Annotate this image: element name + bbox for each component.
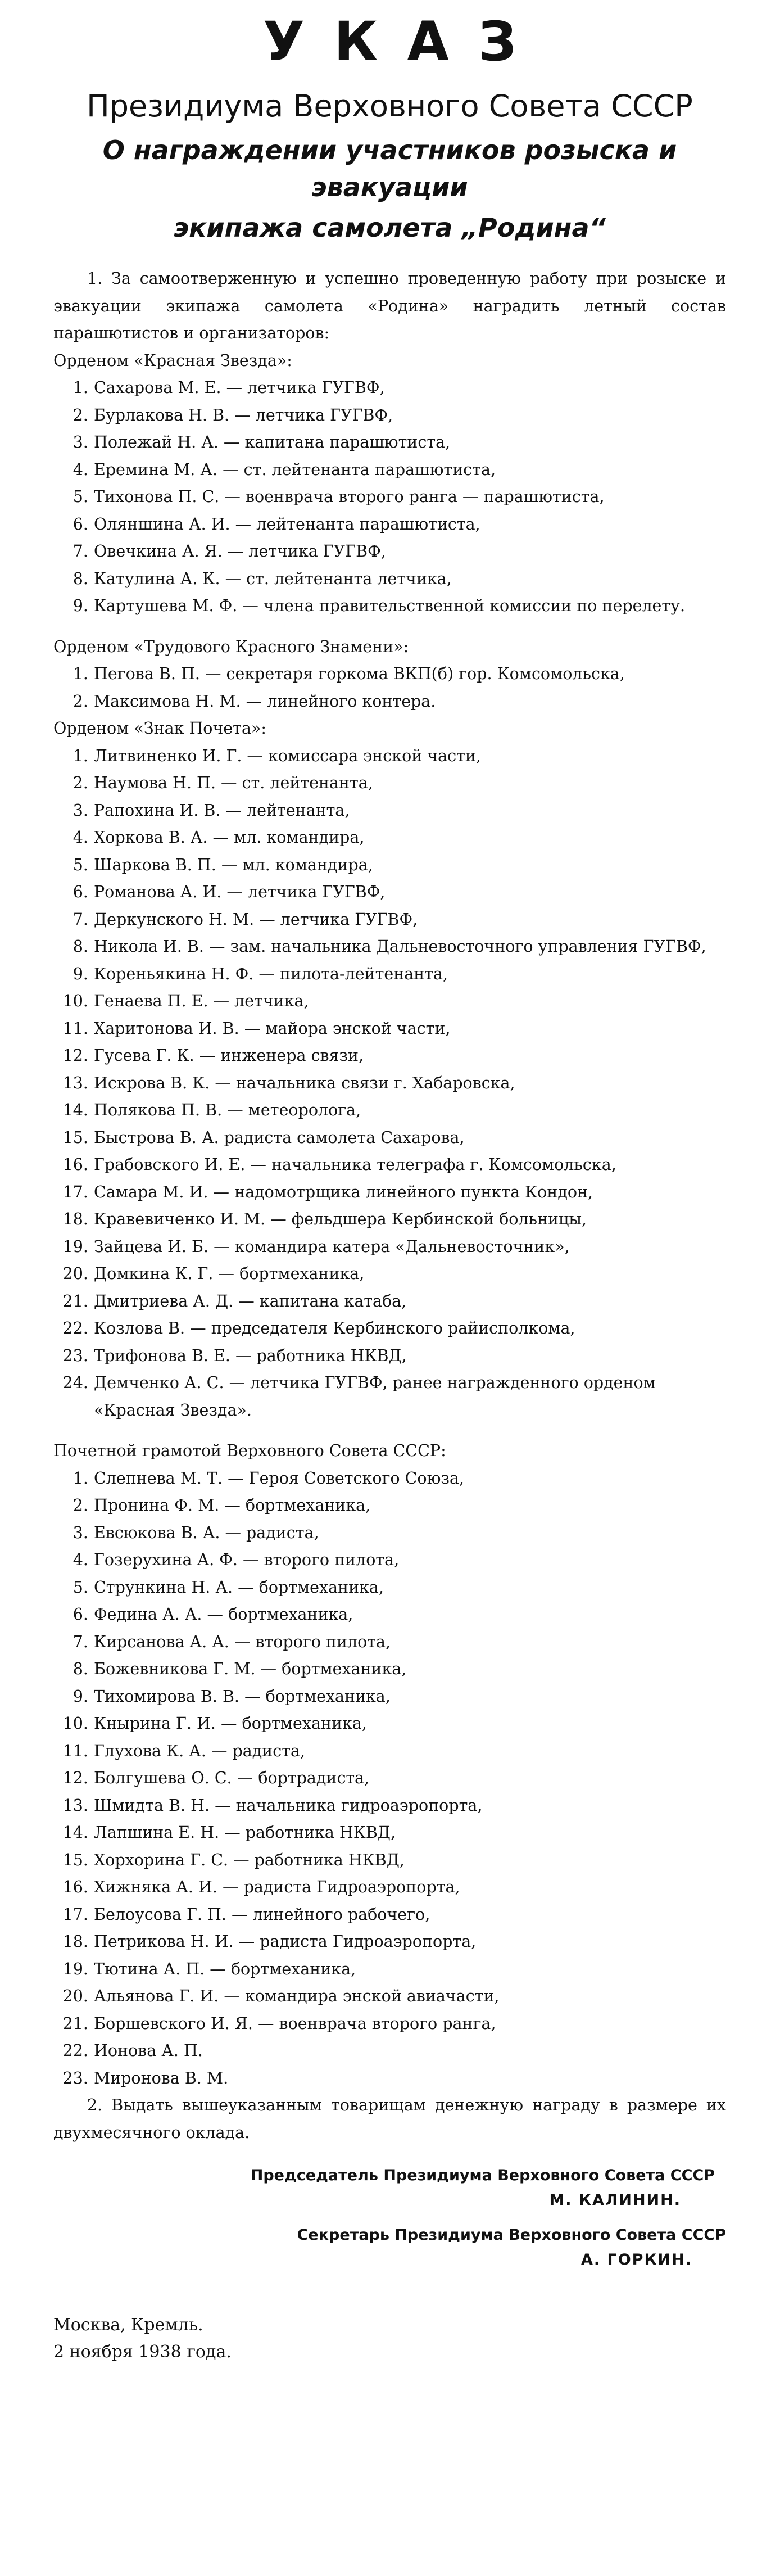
list-item-text: Кравевиченко И. М. — фельдшера Кербинской больницы,	[94, 1210, 587, 1228]
list-item-text: Искрова В. К. — начальника связи г. Хабаровска,	[94, 1073, 515, 1092]
list-item	[53, 1233, 726, 1261]
list-item-text: Домкина К. Г. — бортмеханика,	[94, 1264, 365, 1283]
list-item	[53, 1124, 726, 1152]
list-item	[53, 1956, 726, 1983]
signature-chairman	[53, 2163, 726, 2213]
list-item-text: Стрункина Н. А. — бортмеханика,	[94, 1578, 384, 1597]
list-item-text: Зайцева И. Б. — командира катера «Дальневосточник»,	[94, 1237, 570, 1256]
badge-honour-list	[53, 743, 726, 1425]
list-item-text: Овечкина А. Я. — летчика ГУГВФ,	[94, 542, 386, 561]
list-item-text: Федина А. А. — бортмеханика,	[94, 1605, 353, 1624]
list-item-number: 7.	[72, 1632, 88, 1651]
list-item-text: Литвиненко И. Г. — комиссара энской части,	[94, 746, 481, 765]
list-item-text: Романова А. И. — летчика ГУГВФ,	[94, 883, 386, 901]
list-item-number: 3.	[72, 1523, 88, 1542]
list-item	[53, 961, 726, 988]
list-item-text: Лапшина Е. Н. — работника НКВД,	[94, 1823, 396, 1842]
list-item	[53, 1520, 726, 1547]
list-item	[53, 1547, 726, 1574]
list-item	[53, 538, 726, 566]
list-item-text: Кнырина Г. И. — бортмеханика,	[94, 1714, 367, 1733]
list-item-text: Миронова В. М.	[94, 2068, 229, 2087]
badge-honour-title: Орденом «Знак Почета»:	[53, 719, 266, 738]
list-item-number: 5.	[72, 487, 88, 506]
list-item-number: 4.	[72, 460, 88, 479]
list-item	[53, 1465, 726, 1493]
list-item-text: Оляншина А. И. — лейтенанта парашютиста,	[94, 514, 480, 534]
list-item	[53, 566, 726, 593]
list-item	[53, 1847, 726, 1874]
list-item-number: 19.	[62, 1959, 88, 1978]
list-item-number: 9.	[72, 596, 88, 615]
list-item	[53, 1792, 726, 1820]
list-item-number: 6.	[72, 883, 88, 901]
list-item	[53, 1819, 726, 1847]
list-item-number: 23.	[62, 2068, 88, 2087]
list-item-number: 4.	[72, 1551, 88, 1569]
list-item-text: Грабовского И. Е. — начальника телеграфа г. Комсомольска,	[94, 1155, 616, 1174]
list-item-number: 18.	[62, 1210, 88, 1228]
list-item-text: Пегова В. П. — секретаря горкома ВКП(б) гор. Комсомольска,	[94, 665, 625, 683]
list-item	[53, 1901, 726, 1929]
list-item-text: Никола И. В. — зам. начальника Дальневосточного управления ГУГВФ,	[94, 937, 706, 956]
footer-place: Москва, Кремль.	[53, 2315, 203, 2335]
list-item	[53, 1097, 726, 1124]
list-item-text: Божевникова Г. М. — бортмеханика,	[94, 1660, 407, 1678]
signature-secretary-name: А. ГОРКИН.	[580, 2251, 692, 2268]
list-item-text: Дмитриева А. Д. — капитана катаба,	[94, 1291, 407, 1310]
signature-secretary-position: Секретарь Президиума Верховного Совета СССР	[297, 2226, 726, 2244]
list-item-text: Слепнева М. Т. — Героя Советского Союза,	[94, 1468, 464, 1488]
list-item	[53, 1601, 726, 1629]
list-item	[53, 1738, 726, 1765]
list-item	[53, 1260, 726, 1288]
list-item-number: 21.	[62, 2014, 88, 2033]
list-item-number: 20.	[62, 1264, 88, 1283]
list-item-number: 3.	[72, 433, 88, 451]
list-item	[53, 988, 726, 1015]
list-item-text: Боршевского И. Я. — военврача второго ранга,	[94, 2014, 496, 2033]
list-item-number: 16.	[62, 1878, 88, 1896]
list-item-number: 15.	[62, 1850, 88, 1869]
decree-title: УКАЗ	[263, 10, 546, 73]
list-item-number: 1.	[72, 665, 88, 683]
list-item-number: 8.	[72, 569, 88, 588]
list-item	[53, 2037, 726, 2065]
list-item-number: 4.	[72, 828, 88, 847]
list-item	[53, 1206, 726, 1233]
honour-diploma-title: Почетной грамотой Верховного Совета СССР:	[53, 1441, 446, 1460]
list-item-number: 14.	[62, 1101, 88, 1119]
list-item	[53, 402, 726, 430]
list-item	[53, 1042, 726, 1070]
list-item-text: Гозерухина А. Ф. — второго пилота,	[94, 1551, 400, 1569]
list-item	[53, 1765, 726, 1792]
list-item-number: 2.	[72, 774, 88, 792]
list-item	[53, 688, 726, 716]
list-item-number: 13.	[62, 1073, 88, 1092]
decree-heading-line-2: экипажа самолета „Родина“	[173, 213, 606, 243]
list-item-number: 2.	[72, 692, 88, 711]
list-item-number: 8.	[72, 1660, 88, 1678]
list-item-number: 2.	[72, 1496, 88, 1515]
list-item	[53, 1656, 726, 1683]
list-item-number: 7.	[72, 910, 88, 929]
list-item	[53, 374, 726, 402]
labour-banner-title: Орденом «Трудового Красного Знамени»:	[53, 637, 409, 656]
list-item	[53, 2065, 726, 2093]
list-item	[53, 933, 726, 961]
decree-subtitle: Президиума Верховного Совета СССР	[87, 88, 693, 124]
list-item-text: Самара М. И. — надомотрщика линейного пункта Кондон,	[94, 1182, 593, 1201]
list-item-text: Глухова К. А. — радиста,	[94, 1741, 306, 1760]
list-item	[53, 1151, 726, 1179]
decree-heading-line-1: О награждении участников розыска и эвакуации	[102, 135, 677, 202]
list-item-number: 3.	[72, 801, 88, 820]
list-item-text: Кореньякина Н. Ф. — пилота-лейтенанта,	[94, 964, 448, 983]
list-item	[53, 1370, 726, 1424]
list-item-text: Хорхорина Г. С. — работника НКВД,	[94, 1850, 405, 1869]
list-item	[53, 511, 726, 539]
list-item-number: 24.	[62, 1373, 88, 1392]
list-item-text: Ионова А. П.	[94, 2041, 203, 2060]
section-2-text: 2. Выдать вышеуказанным товарищам денежную награду в размере их двухмесячного оклада.	[53, 2096, 726, 2142]
list-item-text: Тихонова П. С. — военврача второго ранга — парашютиста,	[94, 487, 605, 506]
list-item-text: Белоусова Г. П. — линейного рабочего,	[94, 1905, 430, 1924]
list-item	[53, 1983, 726, 2010]
list-item-number: 5.	[72, 1578, 88, 1597]
list-item-text: Быстрова В. А. радиста самолета Сахарова,	[94, 1128, 465, 1147]
list-item-number: 22.	[62, 2041, 88, 2060]
list-item-text: Шмидта В. Н. — начальника гидроаэропорта,	[94, 1796, 483, 1815]
list-item-number: 1.	[72, 378, 88, 397]
decree-body	[53, 265, 726, 2146]
list-item	[53, 1315, 726, 1343]
list-item-number: 12.	[62, 1046, 88, 1065]
list-item-text: Рапохина И. В. — лейтенанта,	[94, 801, 350, 820]
list-item-number: 11.	[62, 1741, 88, 1760]
list-item-number: 16.	[62, 1155, 88, 1174]
list-item	[53, 457, 726, 484]
list-item-text: Тютина А. П. — бортмеханика,	[94, 1959, 356, 1978]
list-item-number: 13.	[62, 1796, 88, 1815]
list-item	[53, 1492, 726, 1520]
red-star-list	[53, 374, 726, 620]
list-item-text: Деркунского Н. М. — летчика ГУГВФ,	[94, 910, 418, 929]
footer-date: 2 ноября 1938 года.	[53, 2342, 232, 2362]
list-item	[53, 770, 726, 797]
list-item-number: 20.	[62, 1987, 88, 2005]
list-item	[53, 429, 726, 457]
list-item	[53, 2010, 726, 2038]
list-item	[53, 1629, 726, 1656]
list-item-number: 1.	[72, 746, 88, 765]
section-1-intro: 1. За самоотверженную и успешно проведенную работу при розыске и эвакуации экипажа самолета «Родина» наградить летный состав парашютистов и организаторов:	[53, 269, 726, 342]
list-item	[53, 1343, 726, 1370]
list-item	[53, 1710, 726, 1738]
list-item	[53, 824, 726, 852]
list-item	[53, 1288, 726, 1316]
list-item-number: 19.	[62, 1237, 88, 1256]
list-item-text: Бурлакова Н. В. — летчика ГУГВФ,	[94, 405, 393, 424]
list-item-text: Наумова Н. П. — ст. лейтенанта,	[94, 774, 373, 792]
list-item-text: Полякова П. В. — метеоролога,	[94, 1101, 361, 1119]
list-item-text: Кирсанова А. А. — второго пилота,	[94, 1632, 391, 1651]
list-item-number: 17.	[62, 1182, 88, 1201]
list-item-text: Полежай Н. А. — капитана парашютиста,	[94, 433, 451, 451]
list-item-number: 23.	[62, 1346, 88, 1365]
list-item	[53, 852, 726, 879]
signature-chairman-name: М. КАЛИНИН.	[549, 2191, 681, 2209]
list-item-number: 22.	[62, 1319, 88, 1337]
list-item-number: 7.	[72, 542, 88, 561]
red-star-title: Орденом «Красная Звезда»:	[53, 351, 292, 370]
list-item-number: 17.	[62, 1905, 88, 1924]
list-item	[53, 1683, 726, 1711]
list-item-text: Сахарова М. Е. — летчика ГУГВФ,	[94, 378, 385, 397]
list-item	[53, 1574, 726, 1602]
list-item-text: Гусева Г. К. — инженера связи,	[94, 1046, 364, 1065]
list-item-text: Еремина М. А. — ст. лейтенанта парашютиста,	[94, 460, 496, 479]
list-item-number: 10.	[62, 992, 88, 1010]
list-item	[53, 1179, 726, 1206]
list-item	[53, 1070, 726, 1097]
list-item-text: Харитонова И. В. — майора энской части,	[94, 1019, 451, 1038]
list-item-number: 5.	[72, 855, 88, 874]
list-item-text: Пронина Ф. М. — бортмеханика,	[94, 1496, 371, 1515]
list-item-text: Петрикова Н. И. — радиста Гидроаэропорта,	[94, 1932, 477, 1951]
list-item-text: Демченко А. С. — летчика ГУГВФ, ранее награжденного орденом «Красная Звезда».	[94, 1373, 656, 1420]
list-item-number: 9.	[72, 964, 88, 983]
decree-footer	[53, 2312, 726, 2366]
list-item-number: 15.	[62, 1128, 88, 1147]
list-item-number: 9.	[72, 1687, 88, 1706]
list-item-number: 14.	[62, 1823, 88, 1842]
list-item-text: Шаркова В. П. — мл. командира,	[94, 855, 373, 874]
list-item	[53, 1015, 726, 1043]
list-item	[53, 879, 726, 906]
list-item-number: 6.	[72, 1605, 88, 1624]
signatures	[53, 2163, 726, 2272]
list-item-text: Альянова Г. И. — командира энской авиачасти,	[94, 1987, 500, 2005]
list-item-text: Хижняка А. И. — радиста Гидроаэропорта,	[94, 1878, 460, 1896]
list-item	[53, 743, 726, 770]
list-item-text: Трифонова В. Е. — работника НКВД,	[94, 1346, 407, 1365]
list-item-text: Евсюкова В. А. — радиста,	[94, 1523, 319, 1542]
list-item-number: 1.	[72, 1468, 88, 1488]
list-item-number: 18.	[62, 1932, 88, 1951]
list-item-text: Тихомирова В. В. — бортмеханика,	[94, 1687, 391, 1706]
list-item	[53, 661, 726, 688]
list-item-text: Козлова В. — председателя Кербинского райисполкома,	[94, 1319, 575, 1337]
labour-banner-list	[53, 661, 726, 715]
list-item-number: 21.	[62, 1291, 88, 1310]
list-item-number: 2.	[72, 405, 88, 424]
list-item	[53, 906, 726, 934]
list-item-text: Картушева М. Ф. — члена правительственной комиссии по перелету.	[94, 596, 686, 615]
signature-secretary	[53, 2223, 726, 2272]
list-item	[53, 593, 726, 620]
list-item	[53, 1928, 726, 1956]
list-item-text: Генаева П. Е. — летчика,	[94, 992, 309, 1010]
honour-diploma-list	[53, 1465, 726, 2093]
list-item-number: 10.	[62, 1714, 88, 1733]
list-item-text: Максимова Н. М. — линейного контера.	[94, 692, 436, 711]
list-item-number: 8.	[72, 937, 88, 956]
list-item-text: Хоркова В. А. — мл. командира,	[94, 828, 365, 847]
list-item-number: 11.	[62, 1019, 88, 1038]
list-item-number: 12.	[62, 1769, 88, 1787]
list-item	[53, 797, 726, 825]
list-item-text: Болгушева О. С. — бортрадиста,	[94, 1769, 370, 1787]
signature-chairman-position: Председатель Президиума Верховного Совета СССР	[250, 2167, 715, 2184]
list-item	[53, 1874, 726, 1901]
list-item-text: Катулина А. К. — ст. лейтенанта летчика,	[94, 569, 452, 588]
list-item	[53, 483, 726, 511]
list-item-number: 6.	[72, 514, 88, 534]
